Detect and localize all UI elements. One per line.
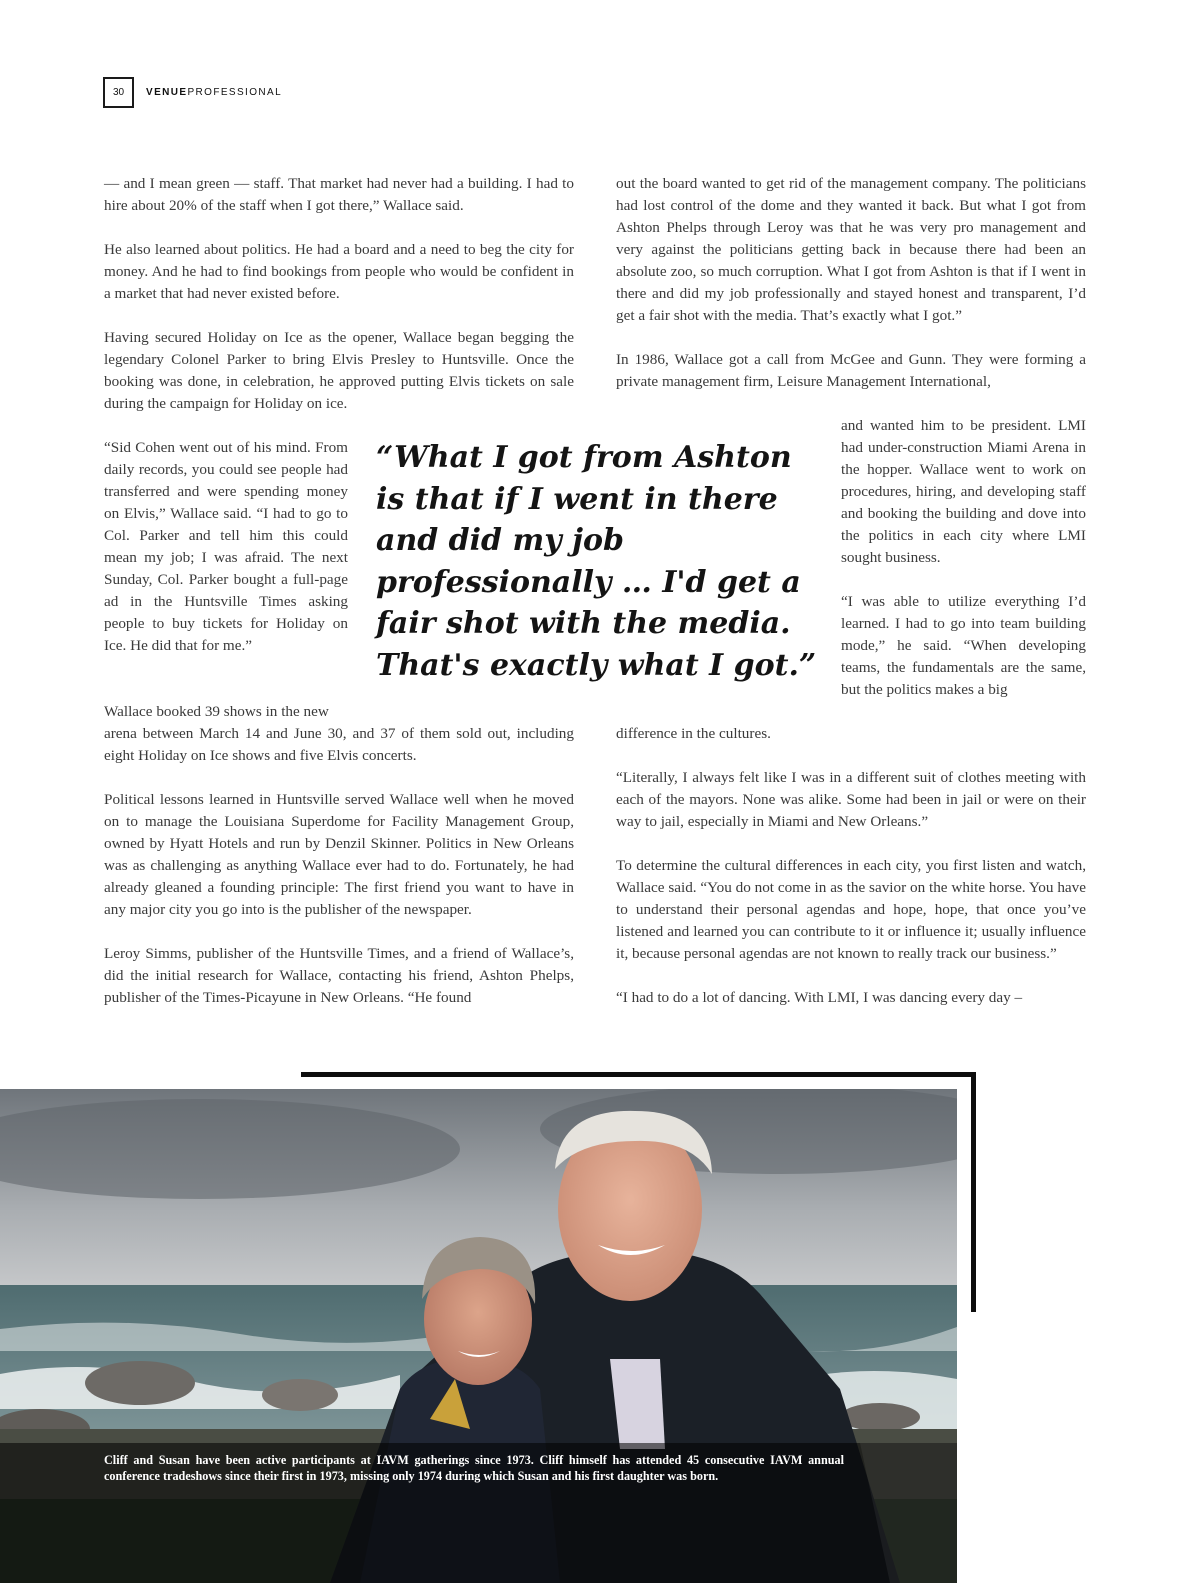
article-column-left-top <box>104 173 574 415</box>
publication-name <box>146 87 282 98</box>
article-column-right-narrow <box>841 415 1086 701</box>
paragraph: He also learned about politics. He had a board and a need to beg the city for money. And he had to find bookings from people who would be confident in a market that had never existed before. <box>104 241 574 302</box>
paragraph: Political lessons learned in Huntsville served Wallace well when he moved on to manage the Louisiana Superdome for Facility Management Group, owned by Hyatt Hotels and run by Denzil Skinner. Politics in New Orleans was as challenging as anything Wallace ever had to do. Fortunately, he had already gleaned a founding principle: The first friend you want to have in any major city you go into is the publisher of the newspaper. <box>104 791 574 918</box>
publication-name-light: PROFESSIONAL <box>187 86 283 98</box>
photo-frame-right <box>971 1072 976 1312</box>
couple-photo <box>0 1089 957 1583</box>
paragraph: Leroy Simms, publisher of the Huntsville Times, and a friend of Wallace’s, did the initial research for Wallace, contacting his friend, Ashton Phelps, publisher of the Times-Picayune in New Orleans. “He found <box>104 945 574 1006</box>
paragraph: To determine the cultural differences in each city, you first listen and watch, Wallace said. “You do not come in as the savior on the white horse. You have to understand their personal agendas and hope, hope, that once you’ve listened and learned you can contribute to it or influence it; usually influence it, because personal agendas are not known to really track our business.” <box>616 857 1086 962</box>
publication-name-bold: VENUE <box>146 86 188 98</box>
paragraph: — and I mean green — staff. That market had never had a building. I had to hire about 20% of the staff when I got there,” Wallace said. <box>104 175 574 214</box>
photo-frame-top <box>301 1072 976 1077</box>
article-column-left-narrow <box>104 437 348 657</box>
pull-quote: “What I got from Ashton is that if I went in there and did my job professionally … I'd get a fair shot with the media. That's exactly what I got.” <box>376 440 817 683</box>
page-header <box>103 75 282 109</box>
paragraph: and wanted him to be president. LMI had under-construction Miami Arena in the hopper. Wallace went to work on procedures, hiring, and developing staff and booking the building and dove into the politics in each city where LMI sought business. <box>841 417 1086 566</box>
paragraph: out the board wanted to get rid of the management company. The politicians had lost control of the dome and they wanted it back. But what I got from Ashton Phelps through Leroy was that he was very pro management and very against the politicians getting back in because there had been an absolute zoo, so much corruption. What I got from Ashton is that if I went in there and did my job professionally and stayed honest and transparent, I’d get a fair shot with the media. That’s exactly what I got.” <box>616 175 1086 324</box>
paragraph: “I had to do a lot of dancing. With LMI, I was dancing every day – <box>616 989 1023 1006</box>
article-column-right-top <box>616 173 1086 393</box>
article-column-left-bottom <box>104 701 574 1009</box>
paragraph: In 1986, Wallace got a call from McGee and Gunn. They were forming a private management firm, Leisure Management International, <box>616 351 1086 390</box>
paragraph: “I was able to utilize everything I’d learned. I had to go into team building mode,” he said. “When developing teams, the fundamentals are the same, but the politics makes a big <box>841 593 1086 698</box>
photo-caption: Cliff and Susan have been active participants at IAVM gatherings since 1973. Cliff himself has attended 45 consecutive IAVM annual conference tradeshows since their first in 1973, missing only 1974 during which Susan and his first daughter was born. <box>104 1453 844 1483</box>
paragraph: arena between March 14 and June 30, and 37 of them sold out, including eight Holiday on Ice shows and five Elvis concerts. <box>104 725 574 764</box>
page-number: 30 <box>103 77 134 108</box>
article-column-right-bottom <box>616 723 1086 1009</box>
paragraph: difference in the cultures. <box>616 725 771 742</box>
paragraph-start: Wallace booked 39 shows in the new <box>104 703 329 720</box>
paragraph: “Sid Cohen went out of his mind. From daily records, you could see people had transferred and were spending money on Elvis,” Wallace said. “I had to go to Col. Parker and tell him this could mean my job; I was afraid. The next Sunday, Col. Parker bought a full-page ad in the Huntsville Times asking people to buy tickets for Holiday on Ice. He did that for me.” <box>104 439 348 654</box>
paragraph: “Literally, I always felt like I was in a different suit of clothes meeting with each of the mayors. None was alike. Some had been in jail or were on their way to jail, especially in Miami and New Orleans.” <box>616 769 1086 830</box>
paragraph: Having secured Holiday on Ice as the opener, Wallace began begging the legendary Colonel Parker to bring Elvis Presley to Huntsville. Once the booking was done, in celebration, he approved putting Elvis tickets on sale during the campaign for Holiday on ice. <box>104 329 574 412</box>
